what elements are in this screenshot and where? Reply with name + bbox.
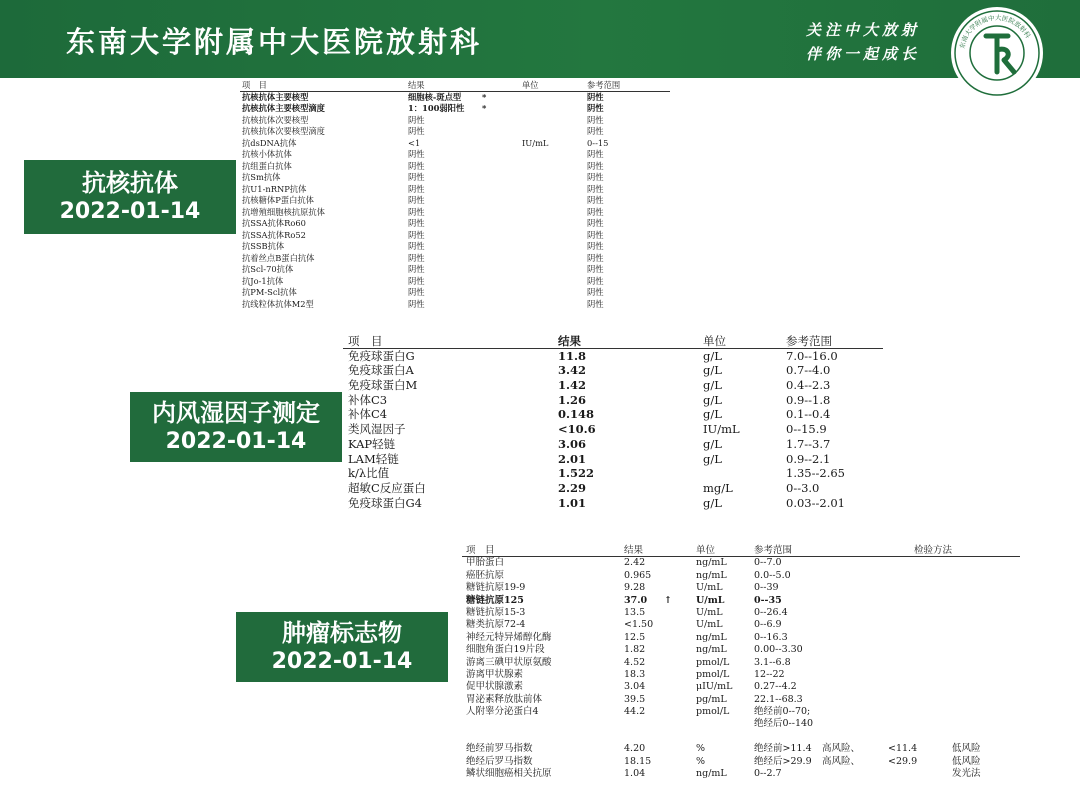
result-cell: 1.42 — [558, 378, 587, 393]
reference-cell: 0.4--2.3 — [786, 378, 831, 393]
item-cell: 抗U1-nRNP抗体 — [242, 183, 307, 194]
result-cell: <10.6 — [558, 422, 596, 437]
unit-cell: IU/mL — [703, 422, 740, 437]
item-cell: 补体C3 — [348, 392, 388, 407]
result-cell: 细胞核-斑点型 — [408, 91, 462, 102]
reference-cell: 阴性 — [587, 229, 604, 240]
unit-cell: g/L — [703, 348, 722, 363]
result-cell: 2.01 — [558, 451, 587, 466]
table-row — [343, 378, 883, 393]
unit-cell: ng/mL — [696, 768, 727, 780]
result-cell: 阴性 — [408, 183, 425, 194]
reference-cell: 阴性 — [587, 241, 604, 251]
table-row — [240, 115, 670, 127]
result-cell: 9.28 — [624, 582, 646, 594]
table-row — [343, 407, 883, 422]
column-header: 参考范围 — [587, 80, 621, 90]
column-header: 参考范围 — [786, 334, 832, 348]
item-cell: 免疫球蛋白A — [348, 363, 414, 378]
item-cell: 抗组蛋白抗体 — [242, 160, 292, 171]
table-row — [462, 582, 1020, 594]
table-row — [462, 681, 1020, 693]
unit-cell: g/L — [703, 451, 722, 466]
item-cell: 细胞角蛋白19片段 — [466, 644, 545, 656]
reference-cell: 0--3.0 — [786, 480, 820, 495]
table-row — [240, 241, 670, 253]
table-row — [240, 161, 670, 173]
table-row — [462, 619, 1020, 631]
item-cell: 免疫球蛋白G4 — [348, 495, 423, 510]
unit-cell: g/L — [703, 407, 722, 422]
table-row — [343, 349, 883, 364]
antinuclear-antibody-table — [240, 80, 670, 310]
item-cell: 抗核抗体主要核型滴度 — [242, 103, 325, 113]
unit-cell: g/L — [703, 495, 722, 510]
table-row — [240, 195, 670, 207]
unit-cell: % — [696, 755, 706, 767]
risk-cell: 高风险、 — [822, 743, 861, 755]
unit-cell: U/mL — [696, 606, 723, 618]
rheumatic-factor-table — [343, 334, 883, 510]
column-header: 结果 — [624, 545, 644, 556]
table-row — [240, 299, 670, 311]
table-row — [462, 768, 1020, 780]
reference-cell: 阴性 — [587, 298, 604, 309]
reference-cell: 0.00--3.30 — [754, 644, 803, 656]
item-cell: 抗核抗体主要核型 — [242, 91, 309, 102]
table-row — [343, 466, 883, 481]
unit-cell: ng/mL — [696, 631, 727, 643]
reference-cell: 阴性 — [587, 103, 604, 113]
reference-cell: 0--2.7 — [754, 768, 782, 780]
item-cell: 游离甲状腺素 — [466, 668, 524, 680]
item-cell: 抗核抗体次要核型 — [242, 114, 309, 125]
table-row — [240, 218, 670, 230]
badge-tumor — [236, 612, 448, 682]
tumor-marker-table — [462, 545, 1020, 780]
table-row — [343, 363, 883, 378]
item-cell: 抗核抗体次要核型滴度 — [242, 126, 325, 136]
reference-cell: 阴性 — [587, 126, 604, 136]
reference-cell: 绝经前>11.4 — [754, 743, 812, 755]
reference-cell: 阴性 — [587, 264, 604, 274]
reference-cell: 0.0--5.0 — [754, 569, 791, 581]
item-cell: 抗dsDNA抗体 — [242, 137, 297, 148]
reference-cell: 阴性 — [587, 275, 604, 286]
result-cell: 阴性 — [408, 275, 425, 286]
result-cell: 1.04 — [624, 768, 646, 780]
reference-cell: 0--7.0 — [754, 557, 782, 569]
table-row — [343, 496, 883, 511]
item-cell: 抗PM-Scl抗体 — [242, 287, 297, 297]
table-row — [343, 393, 883, 408]
item-cell: 神经元特异烯醇化酶 — [466, 631, 552, 643]
flag-cell: * — [482, 103, 487, 113]
result-cell: 39.5 — [624, 693, 646, 705]
result-cell: 阴性 — [408, 149, 425, 159]
result-cell: 阴性 — [408, 229, 425, 240]
unit-cell: ng/mL — [696, 569, 727, 581]
table-row — [240, 92, 670, 104]
item-cell: 抗SSA抗体Ro52 — [242, 229, 306, 240]
item-cell: 超敏C反应蛋白 — [348, 480, 426, 495]
column-header: 单位 — [703, 334, 726, 348]
column-header: 项 目 — [466, 545, 495, 556]
method-cell: 发光法 — [952, 768, 981, 780]
result-cell: 4.52 — [624, 656, 646, 668]
reference-cell: 0--15 — [587, 137, 609, 148]
item-cell: 补体C4 — [348, 407, 388, 422]
slogan-line-2: 伴你一起成长 — [806, 45, 921, 63]
item-cell: 类风湿因子 — [348, 422, 406, 437]
reference-cell: 绝经后>29.9 — [754, 755, 812, 767]
flag-cell: ↑ — [664, 594, 672, 606]
reference-cell: 0.9--1.8 — [786, 392, 831, 407]
result-cell: 11.8 — [558, 348, 587, 363]
item-cell: 抗Jo-1抗体 — [242, 275, 284, 286]
table-row — [462, 743, 1020, 755]
item-cell: 抗Scl-70抗体 — [242, 264, 294, 274]
table-row — [343, 452, 883, 467]
table-row — [240, 149, 670, 161]
table-row — [240, 276, 670, 288]
unit-cell: % — [696, 743, 706, 755]
item-cell: 糖链抗原125 — [466, 594, 524, 606]
unit-cell: pg/mL — [696, 693, 727, 705]
result-cell: 阴性 — [408, 195, 425, 205]
badge-rheumatic-title: 内风湿因子测定 — [152, 399, 320, 427]
item-cell: 免疫球蛋白M — [348, 378, 418, 393]
page-title: 东南大学附属中大医院放射科 — [66, 25, 483, 59]
table-row — [240, 264, 670, 276]
result-cell: 18.3 — [624, 668, 646, 680]
unit-cell: ng/mL — [696, 644, 727, 656]
result-cell: 0.965 — [624, 569, 652, 581]
table-row — [240, 207, 670, 219]
item-cell: k/λ比值 — [348, 466, 390, 481]
result-cell: 1.82 — [624, 644, 646, 656]
result-cell: 4.20 — [624, 743, 646, 755]
result-cell: 阴性 — [408, 160, 425, 171]
method-cell: 低风险 — [952, 755, 981, 767]
item-cell: 糖类抗原72-4 — [466, 619, 526, 631]
reference-cell: 0--26.4 — [754, 606, 788, 618]
reference-cell: 22.1--68.3 — [754, 693, 803, 705]
result-cell: 3.06 — [558, 436, 587, 451]
item-cell: 绝经前罗马指数 — [466, 743, 533, 755]
method-cell: 低风险 — [952, 743, 981, 755]
item-cell: 抗SSB抗体 — [242, 241, 285, 251]
item-cell: 抗着丝点B蛋白抗体 — [242, 252, 315, 263]
result-cell: <1.50 — [624, 619, 654, 631]
threshold-cell: <11.4 — [888, 743, 918, 755]
column-header: 项 目 — [242, 80, 267, 90]
reference-cell: 阴性 — [587, 218, 604, 228]
result-cell: 阴性 — [408, 126, 425, 136]
badge-antinuclear — [24, 160, 236, 234]
item-cell: 人附睾分泌蛋白4 — [466, 706, 539, 718]
result-cell: 阴性 — [408, 252, 425, 263]
table-row — [462, 756, 1020, 768]
column-header: 参考范围 — [754, 545, 793, 556]
item-cell: 抗线粒体抗体M2型 — [242, 298, 314, 309]
table-header — [240, 80, 670, 92]
hospital-logo — [950, 6, 1044, 100]
reference-cell: 阴性 — [587, 195, 604, 205]
reference-cell: 0.9--2.1 — [786, 451, 831, 466]
column-header: 单位 — [696, 545, 716, 556]
result-cell: 3.42 — [558, 363, 587, 378]
result-cell: 阴性 — [408, 241, 425, 251]
table-row — [343, 422, 883, 437]
table-header — [462, 545, 1020, 557]
item-cell: 抗增殖细胞核抗原抗体 — [242, 206, 325, 217]
result-cell: 13.5 — [624, 606, 646, 618]
table-row — [462, 718, 1020, 730]
unit-cell: pmol/L — [696, 706, 730, 718]
result-cell: 37.0 — [624, 594, 648, 606]
table-row — [462, 706, 1020, 718]
badge-antinuclear-title: 抗核抗体 — [82, 169, 178, 197]
reference-cell: 0.03--2.01 — [786, 495, 845, 510]
table-row — [240, 138, 670, 150]
result-cell: 18.15 — [624, 755, 652, 767]
reference-cell: 阴性 — [587, 114, 604, 125]
unit-cell: pmol/L — [696, 668, 730, 680]
column-header: 项 目 — [348, 334, 383, 348]
badge-rheumatic-date: 2022-01-14 — [165, 429, 307, 454]
result-cell: 1.26 — [558, 392, 587, 407]
item-cell: LAM轻链 — [348, 451, 399, 466]
result-cell: 44.2 — [624, 706, 646, 718]
unit-cell: mg/L — [703, 480, 733, 495]
column-header: 检验方法 — [914, 545, 953, 556]
result-cell: 阴性 — [408, 218, 425, 228]
reference-cell: 阴性 — [587, 206, 604, 217]
item-cell: 绝经后罗马指数 — [466, 755, 533, 767]
item-cell: KAP轻链 — [348, 436, 396, 451]
table-row — [240, 184, 670, 196]
result-cell: 阴性 — [408, 287, 425, 297]
reference-cell: 0--35 — [754, 594, 782, 606]
table-row — [240, 230, 670, 242]
unit-cell: g/L — [703, 436, 722, 451]
result-cell: 阴性 — [408, 206, 425, 217]
table-row — [462, 632, 1020, 644]
item-cell: 游离三碘甲状原氨酸 — [466, 656, 552, 668]
reference-cell: 阴性 — [587, 149, 604, 159]
result-cell: 阴性 — [408, 114, 425, 125]
badge-antinuclear-date: 2022-01-14 — [59, 199, 201, 224]
table-row — [240, 253, 670, 265]
unit-cell: U/mL — [696, 582, 723, 594]
result-cell: 2.42 — [624, 557, 646, 569]
badge-tumor-title: 肿瘤标志物 — [282, 619, 402, 647]
table-row — [462, 570, 1020, 582]
reference-cell: 0--16.3 — [754, 631, 788, 643]
result-cell: 1.522 — [558, 466, 595, 481]
result-cell: 0.148 — [558, 407, 595, 422]
result-cell: 2.29 — [558, 480, 587, 495]
table-row — [240, 103, 670, 115]
item-cell: 免疫球蛋白G — [348, 348, 415, 363]
reference-cell: 0--15.9 — [786, 422, 827, 437]
table-row — [462, 731, 1020, 743]
badge-tumor-date: 2022-01-14 — [271, 649, 413, 674]
table-row — [343, 481, 883, 496]
result-cell: 1.01 — [558, 495, 587, 510]
table-row — [462, 669, 1020, 681]
unit-cell: pmol/L — [696, 656, 730, 668]
reference-cell: 1.35--2.65 — [786, 466, 845, 481]
reference-cell: 1.7--3.7 — [786, 436, 831, 451]
unit-cell: U/mL — [696, 619, 723, 631]
reference-cell: 阴性 — [587, 160, 604, 171]
table-row — [240, 126, 670, 138]
reference-cell: 阴性 — [587, 252, 604, 263]
column-header: 单位 — [522, 80, 539, 90]
reference-cell: 0--39 — [754, 582, 779, 594]
reference-cell: 0--6.9 — [754, 619, 782, 631]
item-cell: 抗核小体抗体 — [242, 149, 292, 159]
item-cell: 糖链抗原15-3 — [466, 606, 526, 618]
unit-cell: ng/mL — [696, 557, 727, 569]
item-cell: 促甲状腺激素 — [466, 681, 524, 693]
unit-cell: μIU/mL — [696, 681, 733, 693]
result-cell: 1：100弱阳性 — [408, 103, 465, 113]
reference-cell: 阴性 — [587, 91, 604, 102]
slogan-line-1: 关注中大放射 — [806, 21, 921, 39]
table-row — [240, 287, 670, 299]
table-header — [343, 334, 883, 349]
reference-cell: 阴性 — [587, 287, 604, 297]
result-cell: 3.04 — [624, 681, 646, 693]
unit-cell: g/L — [703, 363, 722, 378]
item-cell: 抗核糖体P蛋白抗体 — [242, 195, 314, 205]
reference-cell: 7.0--16.0 — [786, 348, 838, 363]
item-cell: 鳞状细胞癌相关抗原 — [466, 768, 552, 780]
reference-cell: 3.1--6.8 — [754, 656, 791, 668]
table-row — [462, 557, 1020, 569]
table-row — [462, 694, 1020, 706]
result-cell: 阴性 — [408, 264, 425, 274]
table-row — [343, 437, 883, 452]
table-row — [462, 644, 1020, 656]
reference-cell: 绝经后0--140 — [754, 718, 814, 730]
result-cell: 12.5 — [624, 631, 646, 643]
item-cell: 甲胎蛋白 — [466, 557, 505, 569]
item-cell: 癌胚抗原 — [466, 569, 505, 581]
table-row — [462, 657, 1020, 669]
table-row — [462, 607, 1020, 619]
column-header: 结果 — [408, 80, 425, 90]
risk-cell: 高风险、 — [822, 755, 861, 767]
item-cell: 抗SSA抗体Ro60 — [242, 218, 306, 228]
threshold-cell: <29.9 — [888, 755, 918, 767]
unit-cell: g/L — [703, 378, 722, 393]
result-cell: 阴性 — [408, 172, 425, 182]
result-cell: 阴性 — [408, 298, 425, 309]
reference-cell: 阴性 — [587, 172, 604, 182]
result-cell: <1 — [408, 137, 421, 148]
flag-cell: * — [482, 91, 487, 102]
badge-rheumatic — [130, 392, 342, 462]
column-header: 结果 — [558, 334, 581, 348]
reference-cell: 绝经前0--70; — [754, 706, 811, 718]
reference-cell: 0.1--0.4 — [786, 407, 831, 422]
item-cell: 抗Sm抗体 — [242, 172, 281, 182]
item-cell: 糖链抗原19-9 — [466, 582, 526, 594]
reference-cell: 阴性 — [587, 183, 604, 194]
unit-cell: U/mL — [696, 594, 725, 606]
unit-cell: IU/mL — [522, 137, 549, 148]
header-bar — [0, 0, 1080, 78]
item-cell: 胃泌素释放肽前体 — [466, 693, 543, 705]
unit-cell: g/L — [703, 392, 722, 407]
reference-cell: 12--22 — [754, 668, 785, 680]
table-row — [462, 595, 1020, 607]
table-row — [240, 172, 670, 184]
reference-cell: 0.7--4.0 — [786, 363, 831, 378]
reference-cell: 0.27--4.2 — [754, 681, 797, 693]
svg-text:东南大学附属中大医院放射科: 东南大学附属中大医院放射科 — [958, 13, 1032, 50]
